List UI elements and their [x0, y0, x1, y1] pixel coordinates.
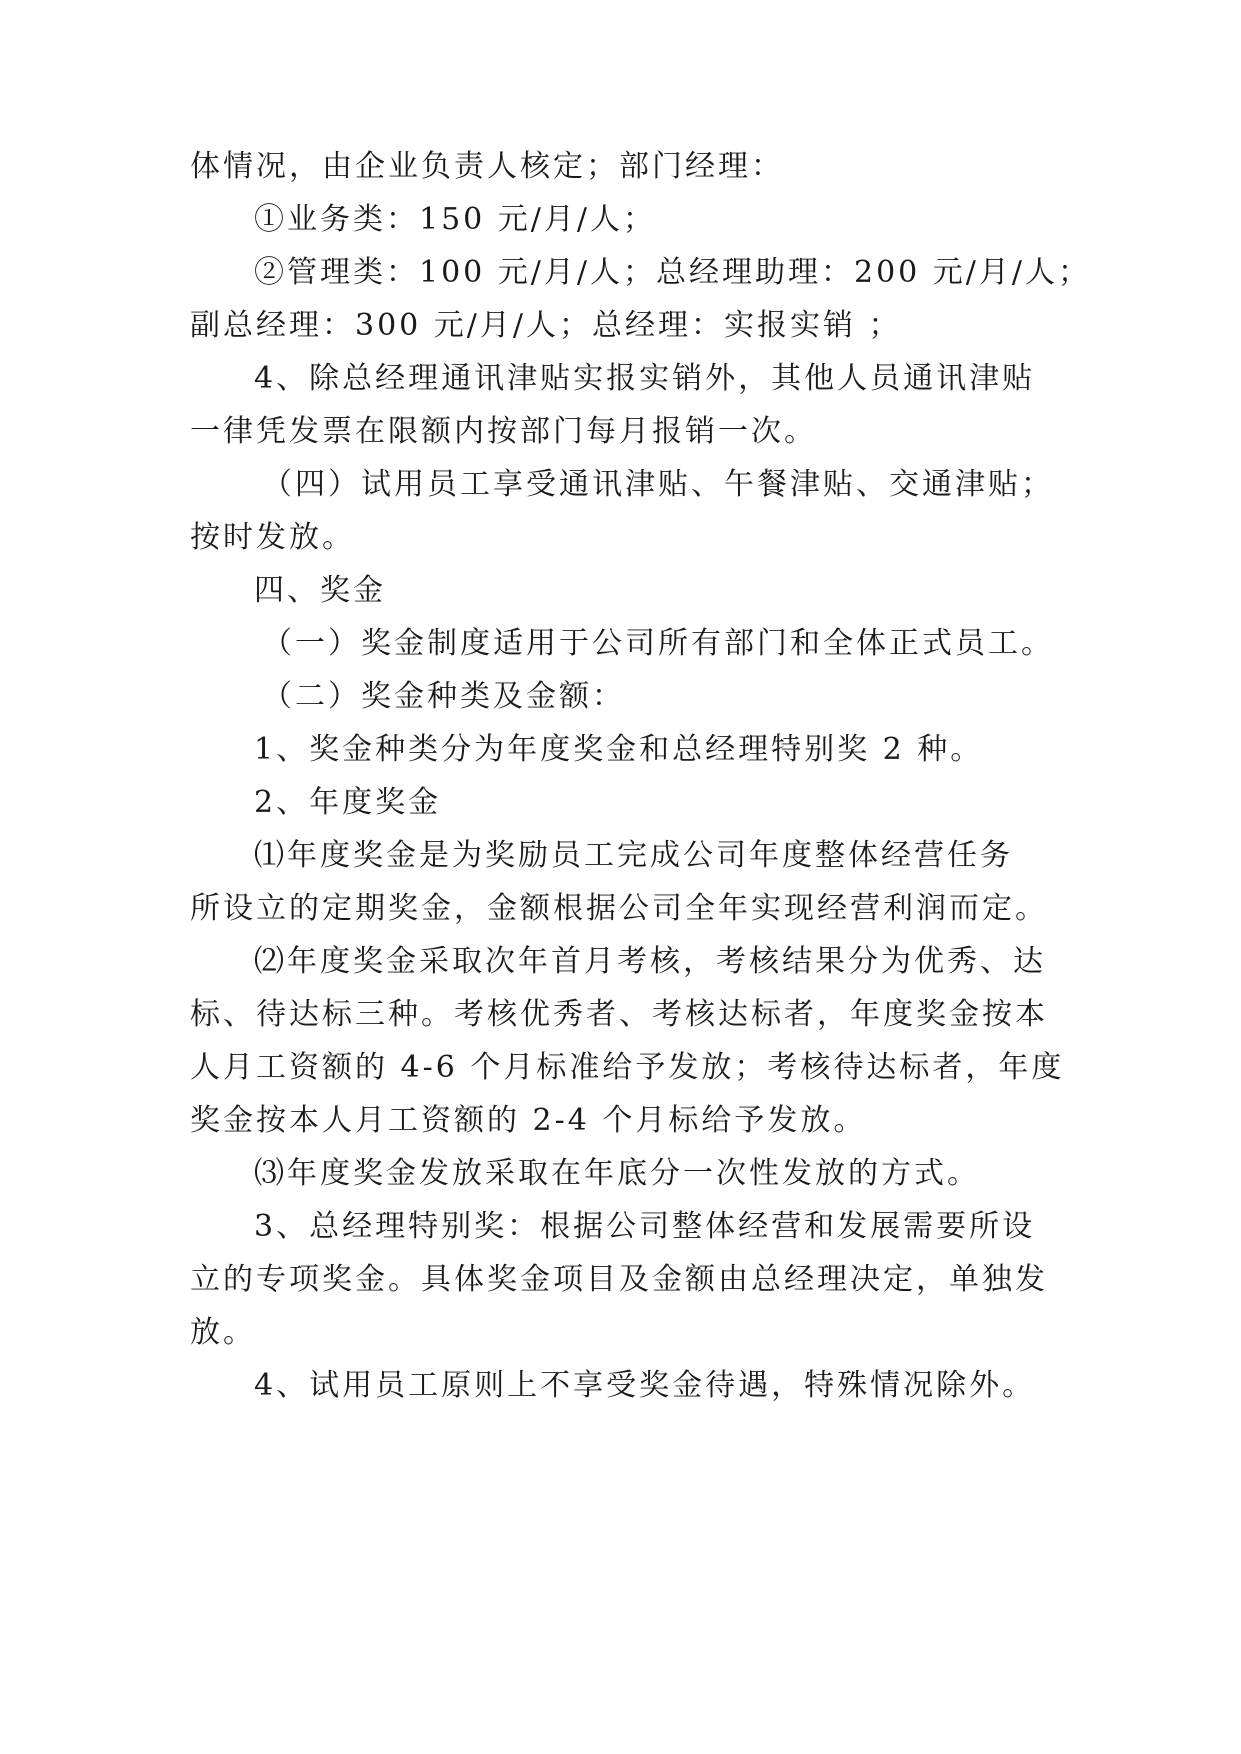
- text-line: ①业务类：150 元/月/人；: [254, 202, 657, 237]
- text-line: 3、总经理特别奖：根据公司整体经营和发展需要所设: [254, 1209, 1036, 1244]
- section-heading: 四、奖金: [254, 573, 386, 608]
- text-line: 一律凭发票在限额内按部门每月报销一次。: [190, 414, 817, 449]
- text-line: 放。: [190, 1315, 256, 1350]
- text-line: 副总经理：300 元/月/人；总经理：实报实销 ；: [190, 308, 902, 343]
- text-line: （四）试用员工享受通讯津贴、午餐津贴、交通津贴；: [262, 467, 1054, 502]
- text-line: 按时发放。: [190, 520, 355, 555]
- text-line: 立的专项奖金。具体奖金项目及金额由总经理决定，单独发: [190, 1262, 1048, 1297]
- text-line: （一）奖金制度适用于公司所有部门和全体正式员工。: [262, 626, 1054, 661]
- text-line: ⑶年度奖金发放采取在年底分一次性发放的方式。: [254, 1156, 980, 1191]
- text-line: 4、试用员工原则上不享受奖金待遇，特殊情况除外。: [254, 1368, 1036, 1403]
- text-line: 1、奖金种类分为年度奖金和总经理特别奖 2 种。: [254, 732, 984, 767]
- text-line: 2、年度奖金: [254, 785, 442, 820]
- text-line: 体情况，由企业负责人核定；部门经理：: [190, 149, 784, 184]
- text-line: ②管理类：100 元/月/人；总经理助理：200 元/月/人；: [254, 255, 1092, 290]
- text-line: 人月工资额的 4-6 个月标准给予发放；考核待达标者，年度: [190, 1050, 1065, 1085]
- text-line: 标、待达标三种。考核优秀者、考核达标者，年度奖金按本: [190, 997, 1048, 1032]
- text-line: ⑴年度奖金是为奖励员工完成公司年度整体经营任务: [254, 838, 1013, 873]
- text-line: 奖金按本人月工资额的 2-4 个月标给予发放。: [190, 1103, 867, 1138]
- text-line: （二）奖金种类及金额：: [262, 679, 625, 714]
- text-line: ⑵年度奖金采取次年首月考核，考核结果分为优秀、达: [254, 944, 1046, 979]
- text-line: 所设立的定期奖金，金额根据公司全年实现经营利润而定。: [190, 891, 1048, 926]
- text-line: 4、除总经理通讯津贴实报实销外，其他人员通讯津贴: [254, 361, 1036, 396]
